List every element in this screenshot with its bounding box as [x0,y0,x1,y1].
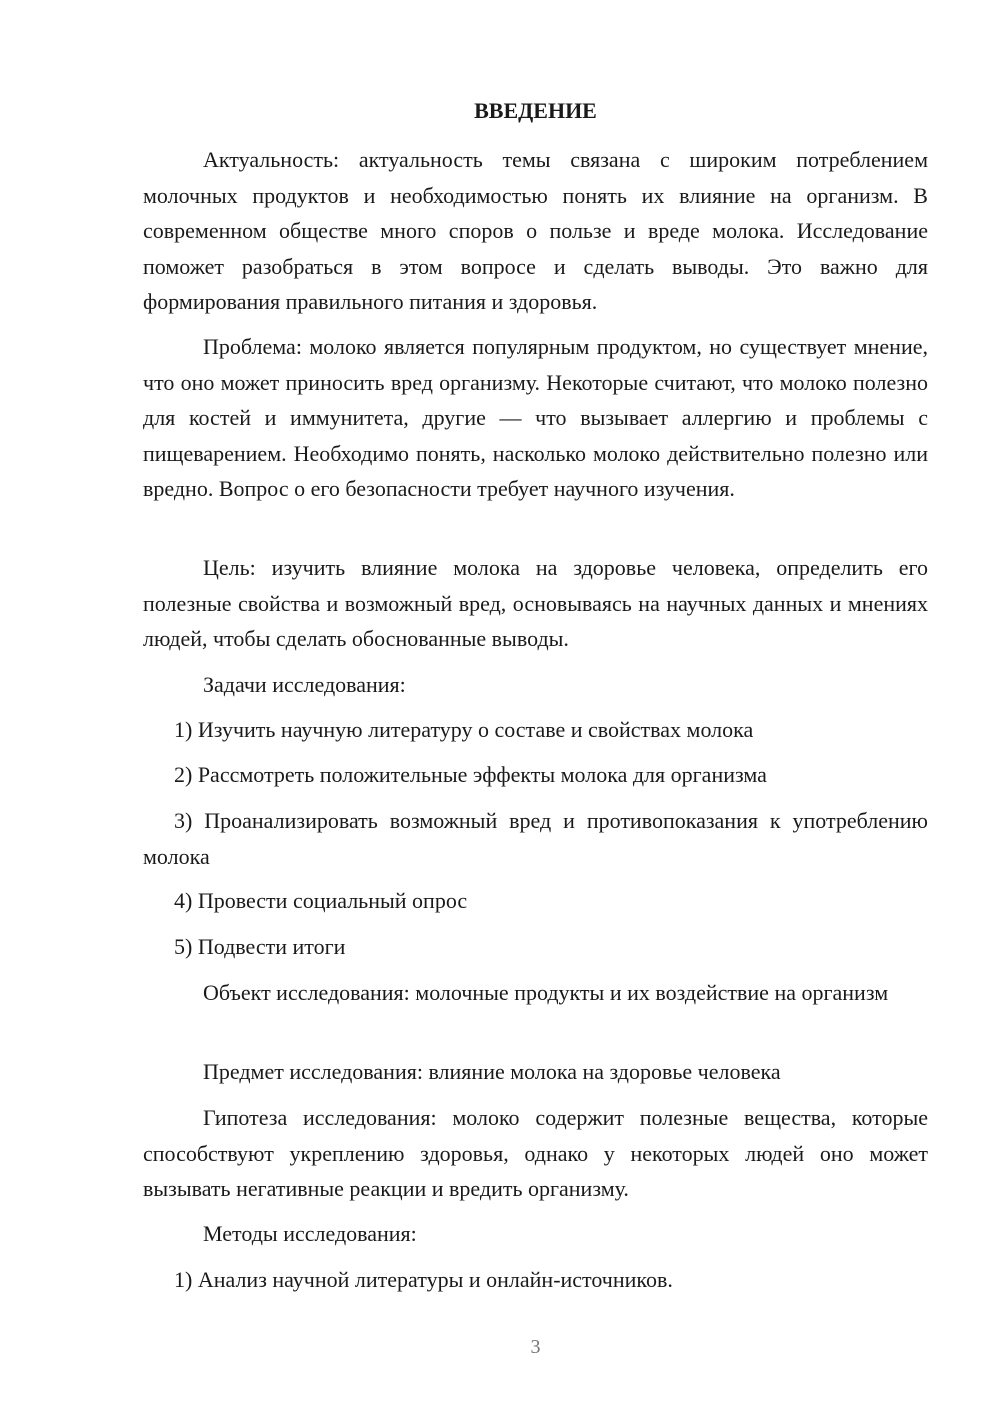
section-heading: ВВЕДЕНИЕ [474,98,597,123]
hypothesis-paragraph: Гипотеза исследования: молоко содержит полезные вещества, которые способствуют укреплению здоровья, однако у некоторых людей оно может вызывать негативные реакции и вредить организму. [143,1105,928,1201]
task-item-1: 1) Изучить научную литературу о составе и свойствах молока [174,717,754,742]
method-item-1: 1) Анализ научной литературы и онлайн-источников. [174,1267,673,1292]
task-item-2: 2) Рассмотреть положительные эффекты молока для организма [174,762,767,787]
goal-paragraph: Цель: изучить влияние молока на здоровье человека, определить его полезные свойства и возможный вред, основываясь на научных данных и мнениях людей, чтобы сделать обоснованные выводы. [143,555,928,651]
task-item-5: 5) Подвести итоги [174,934,346,959]
page-number: 3 [530,1336,541,1358]
subject-paragraph: Предмет исследования: влияние молока на здоровье человека [203,1059,781,1084]
task-item-3: 3) Проанализировать возможный вред и противопоказания к употреблению молока [143,808,928,869]
object-paragraph: Объект исследования: молочные продукты и их воздействие на организм [203,980,889,1005]
document-page [143,0,928,1414]
methods-heading: Методы исследования: [203,1221,417,1246]
problem-paragraph: Проблема: молоко является популярным продуктом, но существует мнение, что оно может приносить вред организму. Некоторые считают, что молоко полезно для костей и иммунитета, другие — что вызывает аллергию и проблемы с пищеварением. Необходимо понять, насколько молоко действительно полезно или вредно. Вопрос о его безопасности требует научного изучения. [143,334,928,501]
tasks-heading: Задачи исследования: [203,672,406,697]
task-item-4: 4) Провести социальный опрос [174,888,468,913]
relevance-paragraph: Актуальность: актуальность темы связана с широким потреблением молочных продуктов и необходимостью понять их влияние на организм. В современном обществе много споров о пользе и вреде молока. Исследование поможет разобраться в этом вопросе и сделать выводы. Это важно для формирования правильного питания и здоровья. [143,147,928,314]
